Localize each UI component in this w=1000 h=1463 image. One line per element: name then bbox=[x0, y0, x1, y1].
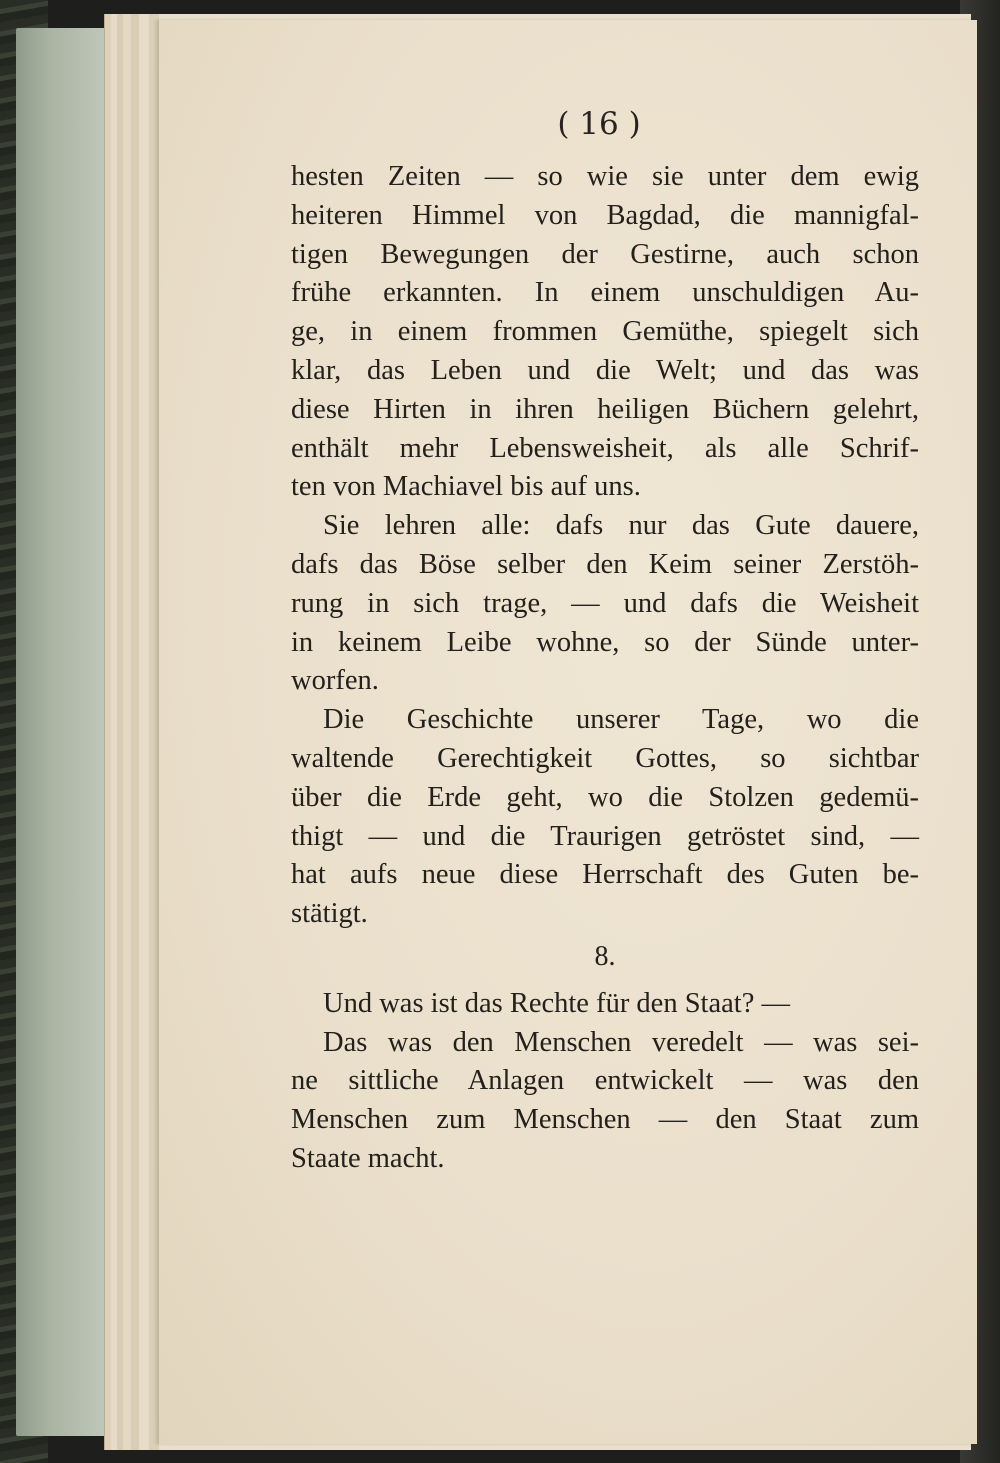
text-line: klar, das Leben und die Welt; und das was bbox=[291, 354, 919, 386]
text-line: hat aufs neue diese Herrschaft des Guten be- bbox=[291, 859, 919, 891]
text-line: Staate macht. bbox=[291, 1142, 445, 1174]
paragraph-2 bbox=[291, 507, 919, 701]
text-line: Die Geschichte unserer Tage, wo die bbox=[323, 704, 919, 736]
text-line: hesten Zeiten — so wie sie unter dem ewig bbox=[291, 161, 919, 192]
paragraph-5 bbox=[291, 1024, 919, 1179]
text-line: thigt — und die Traurigen getröstet sind, — bbox=[291, 820, 919, 852]
text-line: Menschen zum Menschen — den Staat zum bbox=[291, 1104, 919, 1136]
text-line: Und was ist das Rechte für den Staat? — bbox=[323, 987, 790, 1019]
cover-board bbox=[16, 28, 116, 1436]
page-text bbox=[291, 158, 919, 1179]
text-line: in keinem Leibe wohne, so der Sünde unter- bbox=[291, 626, 919, 658]
text-line: ge, in einem frommen Gemüthe, spiegelt sich bbox=[291, 316, 919, 348]
text-line: dafs das Böse selber den Keim seiner Zerstöh- bbox=[291, 548, 919, 580]
text-line: rung in sich trage, — und dafs die Weisheit bbox=[291, 587, 919, 619]
text-line: Sie lehren alle: dafs nur das Gute dauere, bbox=[323, 510, 919, 542]
text-line: waltende Gerechtigkeit Gottes, so sichtbar bbox=[291, 742, 919, 774]
paragraph-1 bbox=[291, 158, 919, 507]
text-line: stätigt. bbox=[291, 898, 368, 930]
text-line: enthält mehr Lebensweisheit, als alle Schrif- bbox=[291, 432, 919, 464]
text-line: Das was den Menschen veredelt — was sei- bbox=[323, 1026, 919, 1058]
text-line: tigen Bewegungen der Gestirne, auch schon bbox=[291, 238, 919, 270]
section-heading: 8. bbox=[594, 940, 616, 972]
text-line: diese Hirten in ihren heiligen Büchern gelehrt, bbox=[291, 393, 919, 425]
text-line: ten von Machiavel bis auf uns. bbox=[291, 471, 641, 503]
paragraph-4 bbox=[291, 985, 919, 1024]
text-line: frühe erkannten. In einem unschuldigen Au- bbox=[291, 277, 919, 309]
text-line: worfen. bbox=[291, 665, 379, 697]
paragraph-3 bbox=[291, 701, 919, 934]
text-line: über die Erde geht, wo die Stolzen gedemü- bbox=[291, 781, 919, 813]
page-number: ( 16 ) bbox=[557, 106, 641, 142]
book-page bbox=[158, 20, 977, 1444]
text-line: heiteren Himmel von Bagdad, die mannigfal- bbox=[291, 199, 919, 231]
text-line: ne sittliche Anlagen entwickelt — was den bbox=[291, 1065, 919, 1097]
